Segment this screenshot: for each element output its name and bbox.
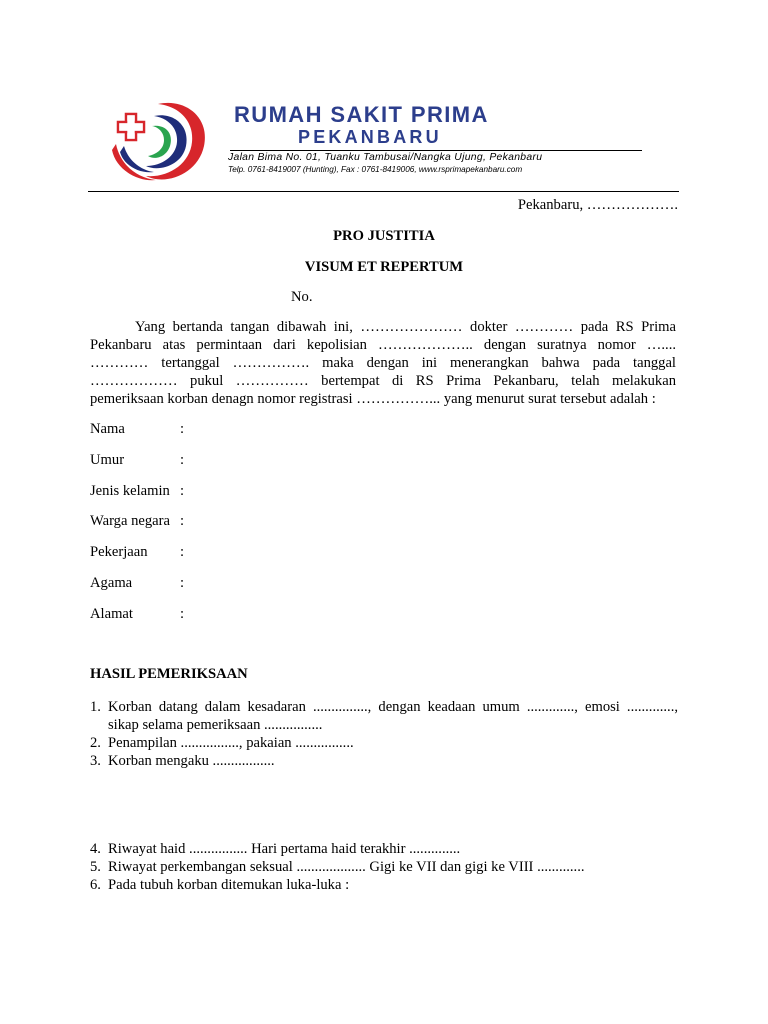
field-jenis-kelamin	[90, 483, 490, 514]
hospital-contact: Telp. 0761-8419007 (Hunting), Fax : 0761-8419006, www.rsprimapekanbaru.com	[228, 165, 523, 174]
date-line: Pekanbaru, ……………….	[517, 197, 678, 213]
body-line: ……………… pukul …………… bertempat di RS Prima Pekanbaru, telah melakukan	[90, 373, 676, 389]
field-umur	[90, 452, 490, 483]
list-item-text: sikap selama pemeriksaan ................	[108, 717, 323, 733]
document-subtitle: VISUM ET REPERTUM	[304, 259, 464, 275]
list-item-number: 5.	[90, 859, 101, 875]
field-label: Alamat	[90, 605, 133, 622]
body-line: Pekanbaru atas permintaan dari kepolisian ……………….. dengan suratnya nomor …....	[90, 337, 676, 353]
hospital-logo-icon	[106, 94, 210, 182]
field-colon: :	[180, 544, 185, 561]
hospital-city: PEKANBARU	[298, 127, 442, 147]
list-item-number: 6.	[90, 877, 101, 893]
list-item	[90, 734, 678, 752]
field-colon: :	[180, 605, 185, 622]
list-item-number: 4.	[90, 841, 101, 857]
list-item	[90, 698, 678, 734]
field-label: Umur	[90, 451, 125, 468]
body-line: Yang bertanda tangan dibawah ini, ………………… dokter ………… pada RS Prima	[135, 319, 676, 335]
document-title: PRO JUSTITIA	[333, 228, 435, 244]
letterhead	[88, 92, 680, 188]
field-colon: :	[180, 513, 185, 530]
field-label: Pekerjaan	[90, 544, 148, 561]
letterhead-inner-divider	[230, 150, 642, 151]
body-line: ………… tertanggal ……………. maka dengan ini menerangkan bahwa pada tanggal	[90, 355, 676, 371]
list-item	[90, 840, 678, 858]
field-pekerjaan	[90, 544, 490, 575]
list-item	[90, 858, 678, 876]
field-colon: :	[180, 451, 185, 468]
section-heading: HASIL PEMERIKSAAN	[90, 666, 248, 682]
list-item-number: 2.	[90, 735, 101, 751]
body-paragraph	[90, 318, 676, 408]
list-item	[90, 752, 678, 770]
field-alamat	[90, 606, 490, 637]
list-item-text: Korban mengaku .................	[108, 753, 275, 769]
results-list-a	[90, 698, 678, 770]
list-item-text: Riwayat perkembangan seksual ................... Gigi ke VII dan gigi ke VIII .............	[108, 859, 585, 875]
list-item-number: 3.	[90, 753, 101, 769]
list-item-text: Pada tubuh korban ditemukan luka-luka :	[108, 877, 350, 893]
body-line: pemeriksaan korban denagn nomor registrasi ……………... yang menurut surat tersebut adalah :	[90, 391, 656, 407]
list-item-text: Penampilan ................, pakaian ................	[108, 735, 354, 751]
field-agama	[90, 575, 490, 606]
field-label: Agama	[90, 574, 133, 591]
hospital-address: Jalan Bima No. 01, Tuanku Tambusai/Nangka Ujung, Pekanbaru	[228, 152, 543, 163]
letterhead-divider	[88, 191, 679, 192]
list-item	[90, 876, 678, 894]
field-label: Warga negara	[90, 513, 170, 530]
list-item-number: 1.	[90, 699, 101, 715]
field-colon: :	[180, 421, 185, 437]
field-colon: :	[180, 482, 185, 499]
field-colon: :	[180, 574, 185, 591]
list-item-text: Riwayat haid ................ Hari pertama haid terakhir ..............	[108, 841, 461, 857]
identity-fields	[90, 421, 490, 637]
document-number: No.	[291, 289, 313, 305]
field-warga-negara	[90, 513, 490, 544]
results-list-b	[90, 840, 678, 894]
field-label: Nama	[90, 421, 125, 437]
hospital-name: RUMAH SAKIT PRIMA	[234, 102, 489, 127]
field-label: Jenis kelamin	[90, 482, 170, 499]
field-nama	[90, 421, 490, 452]
list-item-text: Korban datang dalam kesadaran ..............., dengan keadaan umum ............., emosi .............,	[108, 699, 678, 715]
